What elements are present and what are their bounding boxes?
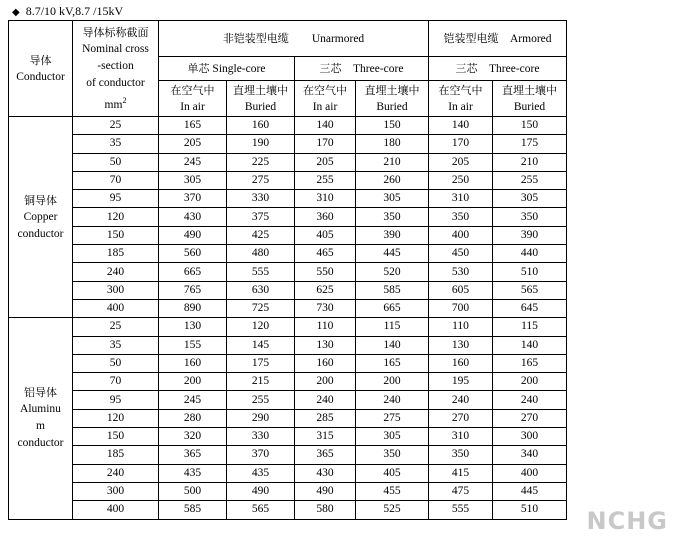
conductor-header bbox=[9, 21, 73, 117]
ampacity-cell: 305 bbox=[493, 190, 567, 208]
ampacity-cell: 525 bbox=[356, 501, 429, 519]
ampacity-cell: 665 bbox=[356, 299, 429, 317]
table-row bbox=[9, 354, 567, 372]
ampacity-cell: 330 bbox=[227, 428, 295, 446]
voltage-rating: 8.7/10 kV,8.7 /15kV bbox=[25, 4, 124, 18]
buried-header-zh: 直埋土壤中 bbox=[233, 83, 288, 97]
ampacity-cell: 245 bbox=[159, 153, 227, 171]
ampacity-cell: 155 bbox=[159, 336, 227, 354]
ampacity-cell: 445 bbox=[493, 482, 567, 500]
ampacity-cell: 305 bbox=[356, 190, 429, 208]
conductor-group-name-en-3: conductor bbox=[17, 437, 64, 450]
ampacity-cell: 175 bbox=[493, 135, 567, 153]
cross-section-cell: 185 bbox=[73, 446, 159, 464]
ampacity-cell: 560 bbox=[159, 245, 227, 263]
table-row bbox=[9, 482, 567, 500]
ampacity-cell: 255 bbox=[295, 171, 356, 189]
table-row bbox=[9, 117, 567, 135]
ampacity-cell: 430 bbox=[295, 464, 356, 482]
unit-superscript: 2 bbox=[122, 95, 127, 105]
cross-section-cell: 120 bbox=[73, 409, 159, 427]
ampacity-cell: 475 bbox=[429, 482, 493, 500]
ampacity-cell: 205 bbox=[429, 153, 493, 171]
ampacity-cell: 890 bbox=[159, 299, 227, 317]
header-row-1 bbox=[9, 21, 567, 57]
ampacity-cell: 585 bbox=[159, 501, 227, 519]
ampacity-cell: 210 bbox=[356, 153, 429, 171]
section-header-zh: 导体标称截面 bbox=[82, 25, 149, 39]
ampacity-cell: 300 bbox=[493, 428, 567, 446]
ampacity-cell: 565 bbox=[227, 501, 295, 519]
buried-header-en: Buried bbox=[376, 100, 408, 113]
ampacity-cell: 555 bbox=[227, 263, 295, 281]
ampacity-cell: 130 bbox=[429, 336, 493, 354]
ampacity-cell: 110 bbox=[429, 318, 493, 336]
ampacity-cell: 550 bbox=[295, 263, 356, 281]
ampacity-cell: 400 bbox=[429, 226, 493, 244]
conductor-group-name-en-2: m bbox=[36, 420, 45, 433]
ampacity-cell: 625 bbox=[295, 281, 356, 299]
buried-header-en: Buried bbox=[513, 100, 546, 113]
buried-header-zh: 直埋土壤中 bbox=[364, 83, 420, 97]
ampacity-cell: 370 bbox=[159, 190, 227, 208]
ampacity-cell: 310 bbox=[429, 190, 493, 208]
cross-section-cell: 35 bbox=[73, 336, 159, 354]
ampacity-cell: 630 bbox=[227, 281, 295, 299]
table-row bbox=[9, 464, 567, 482]
ampacity-cell: 435 bbox=[227, 464, 295, 482]
ampacity-cell: 425 bbox=[227, 226, 295, 244]
ampacity-cell: 215 bbox=[227, 373, 295, 391]
buried-header bbox=[227, 81, 295, 117]
three-core-zh: 三芯 bbox=[455, 61, 478, 75]
three-core-zh: 三芯 bbox=[319, 61, 342, 75]
ampacity-cell: 170 bbox=[429, 135, 493, 153]
ampacity-cell: 275 bbox=[356, 409, 429, 427]
ampacity-cell: 130 bbox=[159, 318, 227, 336]
ampacity-cell: 165 bbox=[493, 354, 567, 372]
three-core-en: Three-core bbox=[353, 62, 404, 75]
unarmored-header-en: Unarmored bbox=[311, 32, 365, 45]
ampacity-cell: 330 bbox=[227, 190, 295, 208]
ampacity-cell: 250 bbox=[429, 171, 493, 189]
ampacity-cell: 645 bbox=[493, 299, 567, 317]
in-air-header-zh: 在空气中 bbox=[303, 83, 347, 97]
in-air-header-zh: 在空气中 bbox=[438, 83, 483, 97]
ampacity-cell: 510 bbox=[493, 263, 567, 281]
ampacity-cell: 200 bbox=[159, 373, 227, 391]
ampacity-cell: 490 bbox=[159, 226, 227, 244]
ampacity-cell: 210 bbox=[493, 153, 567, 171]
table-row bbox=[9, 245, 567, 263]
cross-section-cell: 300 bbox=[73, 482, 159, 500]
ampacity-cell: 305 bbox=[356, 428, 429, 446]
ampacity-cell: 555 bbox=[429, 501, 493, 519]
in-air-header bbox=[429, 81, 493, 117]
conductor-group-name-en-1: Aluminu bbox=[20, 403, 61, 416]
ampacity-cell: 200 bbox=[295, 373, 356, 391]
conductor-group-name-en-2: conductor bbox=[17, 227, 64, 240]
ampacity-cell: 140 bbox=[295, 117, 356, 135]
in-air-header-en: In air bbox=[448, 100, 473, 113]
ampacity-cell: 195 bbox=[429, 373, 493, 391]
ampacity-cell: 415 bbox=[429, 464, 493, 482]
cross-section-cell: 400 bbox=[73, 501, 159, 519]
ampacity-table bbox=[8, 20, 567, 520]
cross-section-cell: 150 bbox=[73, 428, 159, 446]
ampacity-cell: 160 bbox=[295, 354, 356, 372]
ampacity-cell: 605 bbox=[429, 281, 493, 299]
conductor-group-name-zh: 铝导体 bbox=[24, 386, 57, 400]
ampacity-cell: 730 bbox=[295, 299, 356, 317]
ampacity-cell: 370 bbox=[227, 446, 295, 464]
ampacity-cell: 275 bbox=[227, 171, 295, 189]
conductor-header-en: Conductor bbox=[16, 70, 65, 83]
ampacity-cell: 225 bbox=[227, 153, 295, 171]
ampacity-cell: 310 bbox=[429, 428, 493, 446]
ampacity-cell: 480 bbox=[227, 245, 295, 263]
table-row bbox=[9, 446, 567, 464]
cross-section-cell: 240 bbox=[73, 464, 159, 482]
ampacity-cell: 440 bbox=[493, 245, 567, 263]
ampacity-cell: 360 bbox=[295, 208, 356, 226]
ampacity-cell: 290 bbox=[227, 409, 295, 427]
table-row bbox=[9, 190, 567, 208]
ampacity-cell: 450 bbox=[429, 245, 493, 263]
ampacity-cell: 700 bbox=[429, 299, 493, 317]
section-header-unit bbox=[73, 92, 158, 114]
table-row bbox=[9, 391, 567, 409]
conductor-group-name-zh: 铜导体 bbox=[24, 193, 57, 207]
conductor-group-name-en-1: Copper bbox=[23, 210, 58, 223]
ampacity-cell: 200 bbox=[356, 373, 429, 391]
table-row bbox=[9, 208, 567, 226]
ampacity-cell: 390 bbox=[493, 226, 567, 244]
ampacity-cell: 490 bbox=[295, 482, 356, 500]
ampacity-cell: 150 bbox=[493, 117, 567, 135]
ampacity-cell: 205 bbox=[159, 135, 227, 153]
cross-section-cell: 150 bbox=[73, 226, 159, 244]
buried-header-zh: 直埋土壤中 bbox=[502, 83, 557, 97]
ampacity-cell: 140 bbox=[493, 336, 567, 354]
unarmored-header-zh: 非铠装型电缆 bbox=[222, 31, 289, 45]
ampacity-cell: 240 bbox=[429, 391, 493, 409]
cross-section-cell: 25 bbox=[73, 117, 159, 135]
table-row bbox=[9, 281, 567, 299]
cross-section-cell: 25 bbox=[73, 318, 159, 336]
table-row bbox=[9, 226, 567, 244]
table-row bbox=[9, 153, 567, 171]
ampacity-cell: 305 bbox=[159, 171, 227, 189]
table-row bbox=[9, 428, 567, 446]
section-header-en-2: -section bbox=[97, 59, 134, 72]
ampacity-cell: 350 bbox=[356, 446, 429, 464]
ampacity-cell: 145 bbox=[227, 336, 295, 354]
ampacity-cell: 350 bbox=[356, 208, 429, 226]
ampacity-cell: 340 bbox=[493, 446, 567, 464]
ampacity-cell: 285 bbox=[295, 409, 356, 427]
three-core-header-unarmored bbox=[295, 57, 429, 81]
ampacity-cell: 140 bbox=[356, 336, 429, 354]
ampacity-cell: 405 bbox=[295, 226, 356, 244]
ampacity-cell: 465 bbox=[295, 245, 356, 263]
ampacity-cell: 160 bbox=[429, 354, 493, 372]
armored-header-en: Armored bbox=[509, 32, 552, 45]
ampacity-cell: 430 bbox=[159, 208, 227, 226]
ampacity-cell: 390 bbox=[356, 226, 429, 244]
ampacity-cell: 110 bbox=[295, 318, 356, 336]
in-air-header bbox=[295, 81, 356, 117]
cross-section-cell: 35 bbox=[73, 135, 159, 153]
single-core-zh: 单芯 bbox=[187, 61, 210, 75]
ampacity-cell: 270 bbox=[429, 409, 493, 427]
ampacity-cell: 510 bbox=[493, 501, 567, 519]
ampacity-cell: 500 bbox=[159, 482, 227, 500]
ampacity-cell: 400 bbox=[493, 464, 567, 482]
ampacity-cell: 175 bbox=[227, 354, 295, 372]
ampacity-cell: 140 bbox=[429, 117, 493, 135]
buried-header bbox=[493, 81, 567, 117]
in-air-header-zh: 在空气中 bbox=[170, 83, 215, 97]
ampacity-cell: 365 bbox=[159, 446, 227, 464]
ampacity-cell: 170 bbox=[295, 135, 356, 153]
ampacity-cell: 165 bbox=[356, 354, 429, 372]
ampacity-cell: 350 bbox=[429, 446, 493, 464]
table-row bbox=[9, 135, 567, 153]
ampacity-cell: 180 bbox=[356, 135, 429, 153]
cross-section-cell: 50 bbox=[73, 153, 159, 171]
table-caption bbox=[12, 3, 123, 19]
table-row bbox=[9, 373, 567, 391]
armored-header-zh: 铠装型电缆 bbox=[443, 31, 499, 45]
armored-header bbox=[429, 21, 567, 57]
ampacity-cell: 240 bbox=[493, 391, 567, 409]
in-air-header-en: In air bbox=[180, 100, 205, 113]
conductor-header-zh: 导体 bbox=[29, 53, 52, 67]
table-row bbox=[9, 336, 567, 354]
cross-section-cell: 95 bbox=[73, 190, 159, 208]
ampacity-cell: 350 bbox=[429, 208, 493, 226]
ampacity-cell: 130 bbox=[295, 336, 356, 354]
ampacity-cell: 205 bbox=[295, 153, 356, 171]
single-core-header bbox=[159, 57, 295, 81]
cross-section-cell: 70 bbox=[73, 171, 159, 189]
cross-section-cell: 95 bbox=[73, 391, 159, 409]
table-row bbox=[9, 299, 567, 317]
section-header-en-3: of conductor bbox=[86, 76, 145, 89]
cross-section-cell: 120 bbox=[73, 208, 159, 226]
table-row bbox=[9, 409, 567, 427]
unarmored-header bbox=[159, 21, 429, 57]
cross-section-cell: 70 bbox=[73, 373, 159, 391]
ampacity-cell: 115 bbox=[493, 318, 567, 336]
ampacity-cell: 665 bbox=[159, 263, 227, 281]
three-core-header-armored bbox=[429, 57, 567, 81]
diamond-bullet-icon: ◆ bbox=[12, 7, 20, 18]
buried-header-en: Buried bbox=[244, 100, 277, 113]
ampacity-cell: 565 bbox=[493, 281, 567, 299]
conductor-group-label bbox=[9, 117, 73, 318]
ampacity-cell: 520 bbox=[356, 263, 429, 281]
ampacity-cell: 150 bbox=[356, 117, 429, 135]
unit-text: mm bbox=[104, 98, 123, 111]
ampacity-cell: 200 bbox=[493, 373, 567, 391]
cross-section-cell: 185 bbox=[73, 245, 159, 263]
ampacity-cell: 365 bbox=[295, 446, 356, 464]
table-row bbox=[9, 501, 567, 519]
ampacity-cell: 240 bbox=[356, 391, 429, 409]
ampacity-cell: 320 bbox=[159, 428, 227, 446]
table-body bbox=[9, 21, 567, 520]
ampacity-cell: 240 bbox=[295, 391, 356, 409]
ampacity-cell: 160 bbox=[227, 117, 295, 135]
in-air-header bbox=[159, 81, 227, 117]
ampacity-cell: 445 bbox=[356, 245, 429, 263]
section-header bbox=[73, 21, 159, 117]
ampacity-cell: 270 bbox=[493, 409, 567, 427]
buried-header bbox=[356, 81, 429, 117]
table-row bbox=[9, 171, 567, 189]
ampacity-cell: 315 bbox=[295, 428, 356, 446]
ampacity-cell: 310 bbox=[295, 190, 356, 208]
ampacity-cell: 255 bbox=[493, 171, 567, 189]
ampacity-cell: 165 bbox=[159, 117, 227, 135]
conductor-group-label bbox=[9, 318, 73, 519]
in-air-header-en: In air bbox=[312, 100, 338, 113]
ampacity-cell: 260 bbox=[356, 171, 429, 189]
ampacity-cell: 190 bbox=[227, 135, 295, 153]
ampacity-cell: 765 bbox=[159, 281, 227, 299]
ampacity-cell: 405 bbox=[356, 464, 429, 482]
ampacity-cell: 160 bbox=[159, 354, 227, 372]
watermark-logo: NCHG bbox=[586, 507, 668, 535]
ampacity-cell: 375 bbox=[227, 208, 295, 226]
ampacity-cell: 585 bbox=[356, 281, 429, 299]
table-row bbox=[9, 318, 567, 336]
cross-section-cell: 400 bbox=[73, 299, 159, 317]
ampacity-cell: 725 bbox=[227, 299, 295, 317]
ampacity-cell: 120 bbox=[227, 318, 295, 336]
ampacity-cell: 255 bbox=[227, 391, 295, 409]
three-core-en: Three-core bbox=[489, 62, 540, 75]
ampacity-cell: 530 bbox=[429, 263, 493, 281]
cross-section-cell: 300 bbox=[73, 281, 159, 299]
single-core-en: Single-core bbox=[212, 62, 266, 75]
ampacity-cell: 435 bbox=[159, 464, 227, 482]
cross-section-cell: 50 bbox=[73, 354, 159, 372]
ampacity-cell: 350 bbox=[493, 208, 567, 226]
ampacity-cell: 455 bbox=[356, 482, 429, 500]
section-header-en-1: Nominal cross bbox=[82, 42, 149, 55]
ampacity-cell: 115 bbox=[356, 318, 429, 336]
table-row bbox=[9, 263, 567, 281]
cross-section-cell: 240 bbox=[73, 263, 159, 281]
ampacity-cell: 245 bbox=[159, 391, 227, 409]
ampacity-cell: 580 bbox=[295, 501, 356, 519]
ampacity-cell: 280 bbox=[159, 409, 227, 427]
ampacity-cell: 490 bbox=[227, 482, 295, 500]
